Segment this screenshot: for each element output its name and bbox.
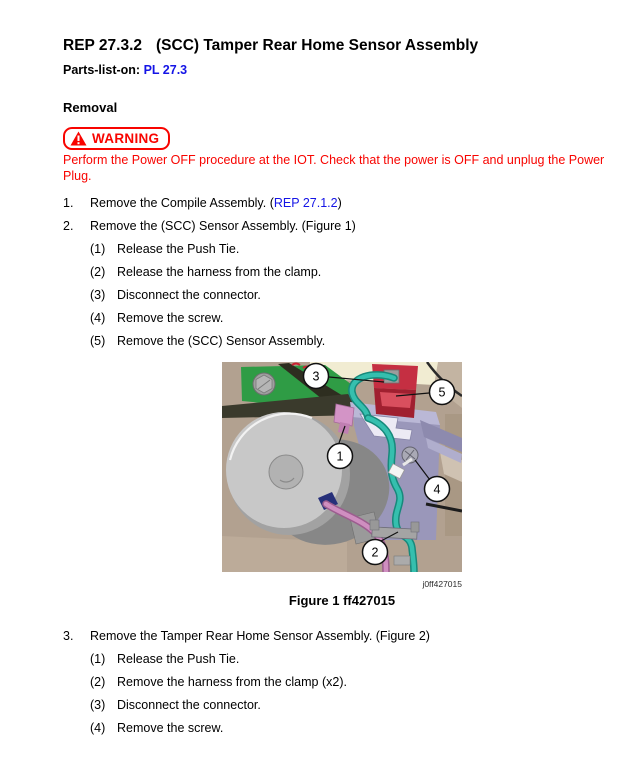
procedure-code: REP 27.3.2 xyxy=(63,37,142,54)
svg-text:4: 4 xyxy=(433,482,441,497)
parts-list-link[interactable]: PL 27.3 xyxy=(143,63,188,77)
rep-27-1-2-link[interactable]: REP 27.1.2 xyxy=(273,196,338,210)
figure-1-image xyxy=(222,362,462,572)
step-3-substeps xyxy=(90,651,629,736)
warning-text: Perform the Power OFF procedure at the IOT. Check that the power is OFF and unplug the Power Plug. xyxy=(63,153,605,183)
svg-text:3: 3 xyxy=(312,369,320,384)
warning-box xyxy=(63,127,170,150)
procedure-name: (SCC) Tamper Rear Home Sensor Assembly xyxy=(156,37,479,54)
step-1 xyxy=(63,195,629,211)
figure-callout-5 xyxy=(430,380,455,405)
step-3 xyxy=(63,628,629,644)
step-2-text: Remove the (SCC) Sensor Assembly. (Figure 1) xyxy=(90,219,356,233)
substep: (3) Disconnect the connector. xyxy=(90,288,261,302)
step-3-number: 3. xyxy=(63,629,74,643)
step-3-text: Remove the Tamper Rear Home Sensor Assembly. (Figure 2) xyxy=(90,629,430,643)
step-3-block xyxy=(63,628,629,736)
figure-callout-1 xyxy=(328,444,353,469)
figure-callout-3 xyxy=(304,364,329,389)
warning-triangle-icon xyxy=(70,131,87,146)
procedure-steps xyxy=(63,195,629,736)
substep: (4) Remove the screw. xyxy=(90,721,224,735)
figure-caption: Figure 1 ff427015 xyxy=(288,593,396,608)
step-2-substeps xyxy=(90,241,629,349)
substep: (1) Release the Push Tie. xyxy=(90,652,240,666)
parts-list-label: Parts-list-on: xyxy=(63,63,141,77)
figure-watermark: j0ff427015 xyxy=(422,579,462,589)
substep: (1) Release the Push Tie. xyxy=(90,242,240,256)
warning-label: WARNING xyxy=(92,131,160,146)
substep: (2) Remove the harness from the clamp (x2). xyxy=(90,675,347,689)
step-2 xyxy=(63,218,629,234)
section-heading-removal: Removal xyxy=(63,100,118,115)
step-2-number: 2. xyxy=(63,219,74,233)
substep: (4) Remove the screw. xyxy=(90,311,224,325)
svg-text:5: 5 xyxy=(438,385,446,400)
svg-text:1: 1 xyxy=(336,449,344,464)
step-1-text: Remove the Compile Assembly. (REP 27.1.2) xyxy=(90,196,342,210)
step-1-number: 1. xyxy=(63,196,74,210)
substep: (3) Disconnect the connector. xyxy=(90,698,261,712)
figure-callout-4 xyxy=(425,477,450,502)
page-title xyxy=(63,36,629,56)
parts-list-line xyxy=(63,62,629,78)
substep: (2) Release the harness from the clamp. xyxy=(90,265,322,279)
figure-callout-2 xyxy=(363,540,388,565)
svg-text:2: 2 xyxy=(371,545,379,560)
substep: (5) Remove the (SCC) Sensor Assembly. xyxy=(90,334,326,348)
figure-1-block xyxy=(222,362,462,609)
